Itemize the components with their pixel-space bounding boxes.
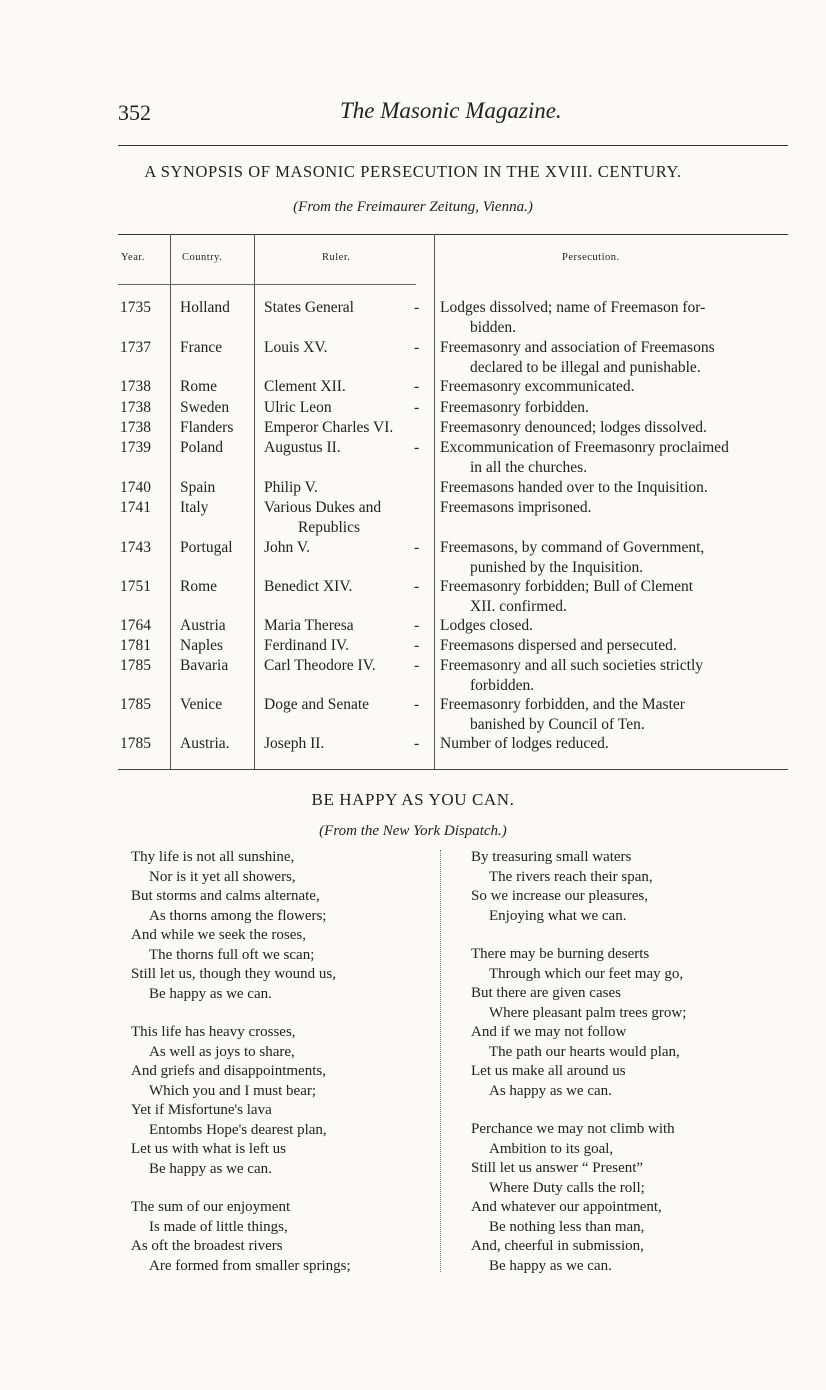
poem-line: Where Duty calls the roll; [489,1179,645,1196]
column-header-persecution: Persecution. [562,252,620,263]
cell-persecution [440,734,774,754]
cell-year: 1785 [120,657,151,674]
ruler-line: States General [264,299,354,316]
cell-country: Flanders [180,419,234,436]
ruler-line: Philip V. [264,479,318,496]
persecution-line: forbidden. [470,677,535,694]
column-header-ruler: Ruler. [322,252,351,263]
cell-ruler [264,478,424,498]
cell-country: Rome [180,578,218,595]
cell-persecution [440,478,774,498]
poem-line: Yet if Misfortune's lava [131,1102,272,1118]
persecution-line: XII. confirmed. [470,598,567,615]
poem-line: The rivers reach their span, [489,868,653,885]
persecution-line: Freemasons handed over to the Inquisition. [440,479,708,496]
poem-line: The thorns full oft we scan; [149,946,315,963]
ruler-line: Benedict XIV. [264,578,353,595]
cell-persecution [440,298,774,338]
ditto-dash: - [414,339,420,356]
poem-line: Let us make all around us [471,1063,626,1079]
page-number: 352 [118,100,151,125]
poem-line: Where pleasant palm trees grow; [489,1004,687,1021]
cell-ruler [264,418,424,438]
persecution-line: Freemasonry and association of Freemasons [440,339,715,356]
synopsis-table [118,234,788,774]
persecution-line: in all the churches. [470,459,588,476]
ruler-line: Louis XV. [264,339,328,356]
cell-year: 1739 [120,439,151,456]
ruler-line: Maria Theresa [264,617,354,634]
poem-column-divider [440,850,441,1272]
poem-line: And if we may not follow [471,1024,627,1040]
cell-ruler [264,298,424,318]
poem-line: The sum of our enjoyment [131,1199,291,1215]
persecution-line: Freemasons imprisoned. [440,499,592,516]
cell-ruler [264,636,424,656]
persecution-line: Lodges closed. [440,617,533,634]
poem-line: This life has heavy crosses, [131,1024,296,1040]
poem-line: By treasuring small waters [471,849,632,865]
ditto-dash: - [414,637,420,654]
column-divider [434,234,435,769]
cell-year: 1781 [120,637,151,654]
cell-country: Poland [180,439,224,456]
persecution-line: Freemasonry denounced; lodges dissolved. [440,419,707,436]
poem-line: Through which our feet may go, [489,965,684,982]
header-underline [118,284,416,285]
ditto-dash: - [414,378,420,395]
persecution-line: Freemasonry forbidden; Bull of Clement [440,578,694,595]
cell-persecution [440,377,774,397]
poem-line: Ambition to its goal, [489,1140,614,1157]
cell-ruler [264,398,424,418]
cell-year: 1743 [120,539,151,556]
poem-line: Is made of little things, [149,1218,288,1235]
cell-country: Austria. [180,735,230,752]
ditto-dash: - [414,657,420,674]
cell-persecution [440,418,774,438]
poem-stanza [471,1120,686,1276]
cell-year: 1785 [120,696,151,713]
cell-country: Rome [180,378,218,395]
cell-year: 1738 [120,419,151,436]
poem-line: And whatever our appointment, [471,1199,662,1215]
ditto-dash: - [414,299,420,316]
cell-country: Naples [180,637,224,654]
cell-persecution [440,636,774,656]
poem-line: Which you and I must bear; [149,1082,317,1099]
cell-country: Sweden [180,399,230,416]
cell-country: Italy [180,499,209,516]
column-divider [170,234,171,769]
poem-line: Are formed from smaller springs; [149,1257,351,1274]
persecution-line: Freemasonry excommunicated. [440,378,635,395]
cell-country: Bavaria [180,657,229,674]
ditto-dash: - [414,617,420,634]
ruler-line: Doge and Senate [264,696,370,713]
poem-line: So we increase our pleasures, [471,888,649,904]
cell-ruler [264,656,424,676]
ditto-dash: - [414,399,420,416]
cell-ruler [264,577,424,597]
ruler-line: Republics [298,519,360,536]
ruler-line: Various Dukes and [264,499,382,516]
poem-line: Still let us, though they wound us, [131,966,337,982]
persecution-line: Freemasonry and all such societies strictly [440,657,704,674]
cell-country: France [180,339,223,356]
poem-line: Perchance we may not climb with [471,1121,675,1137]
cell-ruler [264,338,424,358]
cell-ruler [264,538,424,558]
poem-line: Nor is it yet all showers, [149,868,296,885]
cell-year: 1738 [120,399,151,416]
persecution-line: declared to be illegal and punishable. [470,359,701,376]
ditto-dash: - [414,735,420,752]
cell-persecution [440,616,774,636]
cell-persecution [440,656,774,696]
cell-year: 1740 [120,479,151,496]
table-bottom-rule [118,769,788,770]
poem-stanza [131,1198,351,1276]
poem-line: And while we seek the roses, [131,927,306,943]
cell-year: 1735 [120,299,151,316]
ruler-line: Emperor Charles VI. [264,419,394,436]
persecution-line: bidden. [470,319,517,336]
table-top-rule [118,234,788,235]
poem-line: But there are given cases [471,985,621,1001]
poem-line: And, cheerful in submission, [471,1238,644,1254]
poem-line: Be happy as we can. [149,985,272,1002]
cell-ruler [264,438,424,458]
column-divider [254,234,255,769]
poem-source: (From the New York Dispatch.) [319,823,507,839]
column-header-year: Year. [121,252,145,263]
cell-persecution [440,398,774,418]
cell-persecution [440,695,774,735]
cell-ruler [264,616,424,636]
poem-line: Be happy as we can. [489,1257,612,1274]
cell-persecution [440,338,774,378]
poem-line: As well as joys to share, [149,1043,295,1060]
persecution-line: Freemasonry forbidden. [440,399,589,416]
persecution-line: Freemasons dispersed and persecuted. [440,637,677,654]
cell-ruler [264,734,424,754]
persecution-line: Excommunication of Freemasonry proclaimed [440,439,729,456]
column-header-country: Country. [182,252,223,263]
cell-country: Holland [180,299,230,316]
poem-line: But storms and calms alternate, [131,888,320,904]
poem-stanza [131,1023,351,1179]
cell-persecution [440,498,774,518]
cell-country: Spain [180,479,216,496]
ruler-line: Clement XII. [264,378,346,395]
ruler-line: Carl Theodore IV. [264,657,376,674]
poem-line: Be happy as we can. [149,1160,272,1177]
poem-title: BE HAPPY AS YOU CAN. [311,790,515,809]
poem-stanza [131,848,351,1004]
poem-line: As oft the broadest rivers [131,1238,283,1254]
poem-stanza [471,945,686,1101]
ruler-line: John V. [264,539,310,556]
persecution-line: Number of lodges reduced. [440,735,609,752]
poem-line: Thy life is not all sunshine, [131,849,295,865]
cell-persecution [440,577,774,617]
ruler-line: Ferdinand IV. [264,637,349,654]
cell-country: Venice [180,696,223,713]
cell-year: 1751 [120,578,151,595]
cell-year: 1738 [120,378,151,395]
poem-line: Enjoying what we can. [489,907,627,924]
poem-line: There may be burning deserts [471,946,650,962]
poem-line: Let us with what is left us [131,1141,286,1157]
ditto-dash: - [414,578,420,595]
persecution-line: Lodges dissolved; name of Freemason for- [440,299,706,316]
persecution-line: punished by the Inquisition. [470,559,644,576]
cell-year: 1741 [120,499,151,516]
persecution-line: Freemasons, by command of Government, [440,539,705,556]
cell-country: Portugal [180,539,233,556]
persecution-line: banished by Council of Ten. [470,716,645,733]
poem-line: And griefs and disappointments, [131,1063,326,1079]
ditto-dash: - [414,696,420,713]
cell-persecution [440,538,774,578]
header-rule [118,145,788,146]
poem-line: Entombs Hope's dearest plan, [149,1121,327,1138]
cell-year: 1785 [120,735,151,752]
cell-ruler [264,695,424,715]
cell-country: Austria [180,617,226,634]
cell-year: 1737 [120,339,151,356]
poem-line: Be nothing less than man, [489,1218,645,1235]
cell-ruler [264,498,424,538]
running-head: The Masonic Magazine. [340,98,562,123]
ditto-dash: - [414,539,420,556]
ruler-line: Augustus II. [264,439,341,456]
poem-line: Still let us answer “ Present” [471,1160,644,1176]
synopsis-title: A SYNOPSIS OF MASONIC PERSECUTION IN THE XVIII. CENTURY. [144,162,682,181]
ditto-dash: - [414,439,420,456]
ruler-line: Ulric Leon [264,399,332,416]
poem-line: As thorns among the flowers; [149,907,327,924]
poem-line: The path our hearts would plan, [489,1043,680,1060]
cell-persecution [440,438,774,478]
poem-line: As happy as we can. [489,1082,612,1099]
ruler-line: Joseph II. [264,735,325,752]
synopsis-source: (From the Freimaurer Zeitung, Vienna.) [293,199,533,215]
cell-year: 1764 [120,617,151,634]
poem-stanza [471,848,686,926]
poem-column-left [131,848,351,1295]
cell-ruler [264,377,424,397]
poem-column-right [471,848,686,1295]
persecution-line: Freemasonry forbidden, and the Master [440,696,685,713]
